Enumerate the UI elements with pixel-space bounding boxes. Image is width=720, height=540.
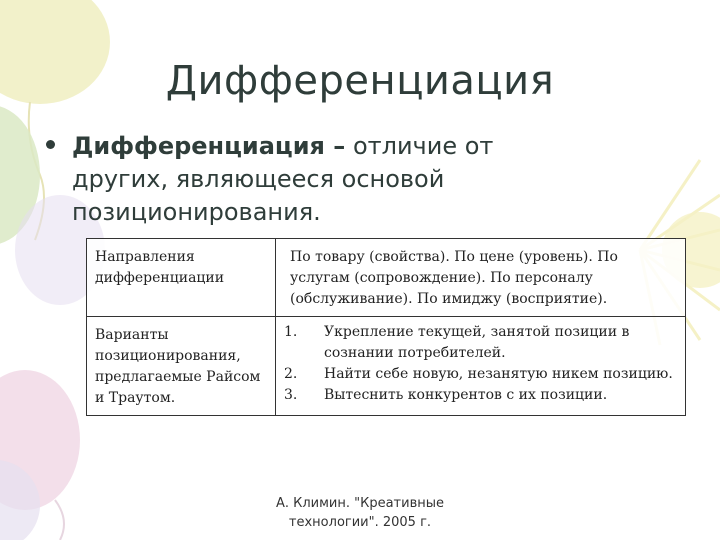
differentiation-table — [86, 238, 686, 416]
list-item — [284, 385, 675, 406]
bullet-definition: отличие от других, являющееся основой позиционирования. — [72, 132, 494, 226]
directions-value: По товару (свойства). По цене (уровень). По услугам (сопровождение). По персоналу (обслуживание). По имиджу (восприятие). — [276, 239, 686, 317]
footer-line-2: технологии". 2005 г. — [288, 515, 432, 530]
list-item-number: 1. — [284, 324, 298, 340]
slide-footer — [220, 494, 500, 532]
table-row-directions — [87, 239, 686, 317]
positioning-options — [276, 317, 686, 416]
list-item-number: 2. — [284, 366, 298, 382]
positioning-label: Варианты позиционирования, предлагаемые Райсом и Траутом. — [87, 317, 276, 416]
list-item — [284, 322, 675, 364]
list-item — [284, 364, 675, 385]
bullet-term: Дифференциация – — [72, 132, 346, 160]
list-item-text: Найти себе новую, незанятую никем позицию. — [324, 366, 673, 382]
bullet-text — [72, 130, 592, 229]
footer-line-1: А. Климин. "Креативные — [275, 496, 445, 511]
directions-label: Направления дифференциации — [87, 239, 276, 317]
list-item-text: Вытеснить конкурентов с их позиции. — [324, 387, 608, 403]
table-row-positioning — [87, 317, 686, 416]
slide-title: Дифференциация — [165, 58, 555, 104]
list-item-text: Укрепление текущей, занятой позиции в сознании потребителей. — [324, 324, 630, 361]
list-item-number: 3. — [284, 387, 298, 403]
bullet-marker-icon — [46, 140, 55, 149]
